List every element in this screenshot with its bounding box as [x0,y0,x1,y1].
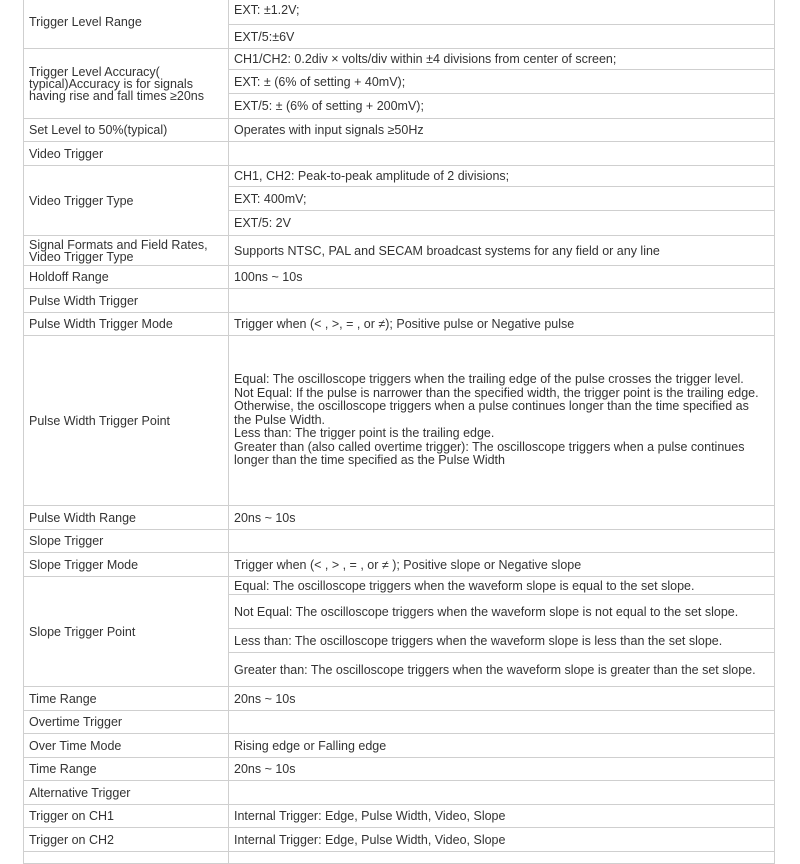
table-row [24,852,775,864]
table-row [24,49,775,70]
spec-value: Internal Trigger: Edge, Pulse Width, Video, Slope [229,805,775,828]
spec-value [229,781,775,805]
spec-label: Overtime Trigger [24,711,229,734]
spec-label: Video Trigger Type [24,166,229,236]
spec-label: Time Range [24,758,229,781]
spec-value: EXT: 400mV; [229,187,775,211]
spec-label: Video Trigger [24,142,229,166]
spec-value: EXT/5:±6V [229,25,775,49]
table-row [24,0,775,25]
spec-table [23,0,775,864]
spec-label: Pulse Width Trigger Mode [24,313,229,336]
spec-value [229,852,775,864]
spec-label: Alternative Trigger [24,781,229,805]
spec-label: Slope Trigger Mode [24,553,229,577]
spec-value [229,530,775,553]
spec-value: EXT/5: ± (6% of setting + 200mV); [229,94,775,119]
spec-value: Not Equal: The oscilloscope triggers when the waveform slope is not equal to the set slope. [229,595,775,629]
spec-value [229,289,775,313]
spec-value: 20ns ~ 10s [229,758,775,781]
spec-label: Trigger on CH1 [24,805,229,828]
spec-label: Pulse Width Range [24,506,229,530]
table-row [24,734,775,758]
spec-label: Over Time Mode [24,734,229,758]
table-row [24,553,775,577]
table-row [24,236,775,266]
table-row [24,828,775,852]
spec-label: Trigger Level Accuracy( typical)Accuracy is for signals having rise and fall times ≥20ns [24,49,229,119]
spec-value: Equal: The oscilloscope triggers when the waveform slope is equal to the set slope. [229,577,775,595]
spec-value: Greater than: The oscilloscope triggers when the waveform slope is greater than the set slope. [229,653,775,687]
spec-label [24,852,229,864]
table-row [24,289,775,313]
spec-label: Holdoff Range [24,266,229,289]
spec-value: Operates with input signals ≥50Hz [229,119,775,142]
table-row [24,166,775,187]
spec-value: 20ns ~ 10s [229,687,775,711]
spec-value: Less than: The oscilloscope triggers when the waveform slope is less than the set slope. [229,629,775,653]
spec-value: EXT/5: 2V [229,211,775,236]
table-row [24,711,775,734]
spec-value: 100ns ~ 10s [229,266,775,289]
spec-label: Pulse Width Trigger [24,289,229,313]
spec-label: Trigger on CH2 [24,828,229,852]
spec-label: Set Level to 50%(typical) [24,119,229,142]
spec-value [229,142,775,166]
table-row [24,142,775,166]
table-row [24,577,775,595]
spec-value: Rising edge or Falling edge [229,734,775,758]
table-row [24,119,775,142]
spec-label: Slope Trigger Point [24,577,229,687]
spec-value: CH1/CH2: 0.2div × volts/div within ±4 divisions from center of screen; [229,49,775,70]
spec-value: Trigger when (< , > , = , or ≠ ); Positive slope or Negative slope [229,553,775,577]
table-row [24,336,775,506]
spec-value: EXT: ±1.2V; [229,0,775,25]
spec-value: CH1, CH2: Peak-to-peak amplitude of 2 divisions; [229,166,775,187]
table-row [24,781,775,805]
table-row [24,506,775,530]
spec-value: Trigger when (< , >, = , or ≠); Positive pulse or Negative pulse [229,313,775,336]
spec-label: Time Range [24,687,229,711]
spec-label: Signal Formats and Field Rates, Video Trigger Type [24,236,229,266]
spec-label: Trigger Level Range [24,0,229,49]
table-row [24,758,775,781]
spec-value [229,711,775,734]
table-row [24,805,775,828]
table-row [24,313,775,336]
spec-value: 20ns ~ 10s [229,506,775,530]
table-row [24,530,775,553]
spec-value: Equal: The oscilloscope triggers when the trailing edge of the pulse crosses the trigger level. Not Equal: If the pulse is narrower than the specified width, the trigger point is the trailing edge. Otherwise, the oscilloscope triggers when a pulse continues longer than the time specified as the Pulse Width. Less than: The trigger point is the trailing edge. Greater than (also called overtime trigger): The oscilloscope triggers when a pulse continues longer than the time specified as the Pulse Width [229,336,775,506]
spec-label: Pulse Width Trigger Point [24,336,229,506]
spec-value: EXT: ± (6% of setting + 40mV); [229,70,775,94]
table-row [24,266,775,289]
spec-value: Supports NTSC, PAL and SECAM broadcast systems for any field or any line [229,236,775,266]
spec-value: Internal Trigger: Edge, Pulse Width, Video, Slope [229,828,775,852]
table-row [24,687,775,711]
spec-label: Slope Trigger [24,530,229,553]
